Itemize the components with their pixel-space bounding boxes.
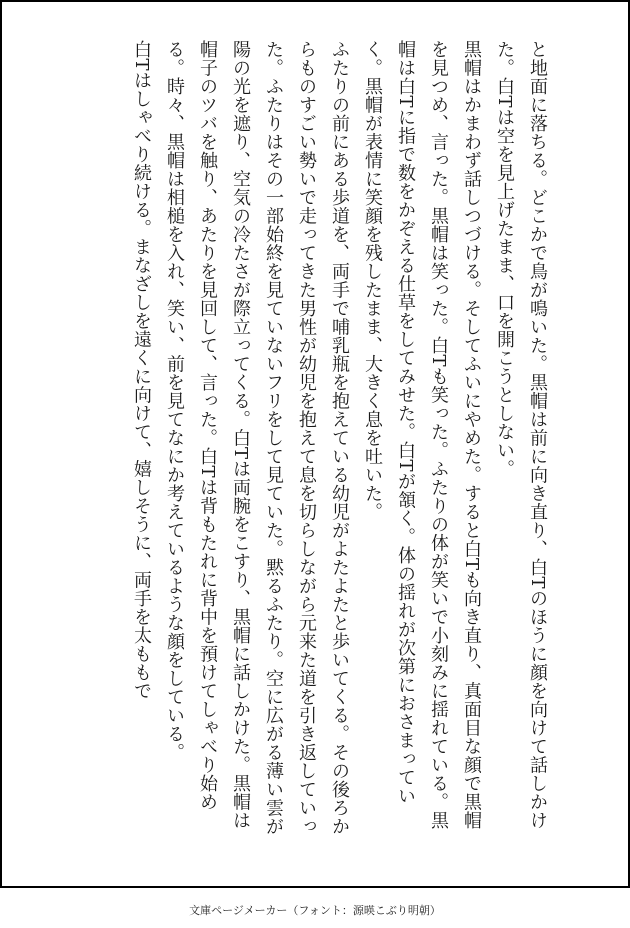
paragraph-4: 白Tはしゃべり続ける。まなざしを遠くに向けて、嬉しそうに、両手を太ももで — [131, 40, 152, 701]
paragraph-2: 黒帽はかまわず話しつづける。そしてふいにやめた。すると白Tも向き直り、真面目な顔で黒帽を見つめ、言った。黒帽は笑った。白Tも笑った。ふたりの体が笑いで小刻みに揺れている。黒帽は白Tに指で数をかぞえる仕草をしてみせた。白Tが頷く。体の揺れが次第におさまっていく。黒帽が表情に笑顔を残したまま、大きく息を吐いた。 — [362, 40, 482, 830]
paragraph-3: ふたりの前にある歩道を、両手で哺乳瓶を抱えている幼児がよたよたと歩いてくる。その後ろからものすごい勢いで走ってきた男性が幼児を抱えて息を切らしながら元来た道を引き返していった。ふたりはその一部始終を見ていないフリをして見ていた。黙るふたり。空に広がる薄い雲が陽の光を遮り、空気の冷たさが際立ってくる。白Tは両腕をこすり、黒帽に話しかけた。黒帽は帽子のツバを触り、あたりを見回して、言った。白Tは背もたれに背中を預けてしゃべり始める。時々、黒帽は相槌を入れ、笑い、前を見てなにか考えているような顔をしている。 — [164, 40, 350, 836]
paragraph-1: と地面に落ちる。どこかで鳥が鳴いた。黒帽は前に向き直り、白Tのほうに顔を向けて話しかけた。白Tは空を見上げたまま、口を開こうとしない。 — [494, 40, 548, 830]
footer-credit: 文庫ページメーカー（フォント：源暎こぶり明朝） — [189, 904, 441, 917]
vertical-text-body — [80, 40, 554, 840]
